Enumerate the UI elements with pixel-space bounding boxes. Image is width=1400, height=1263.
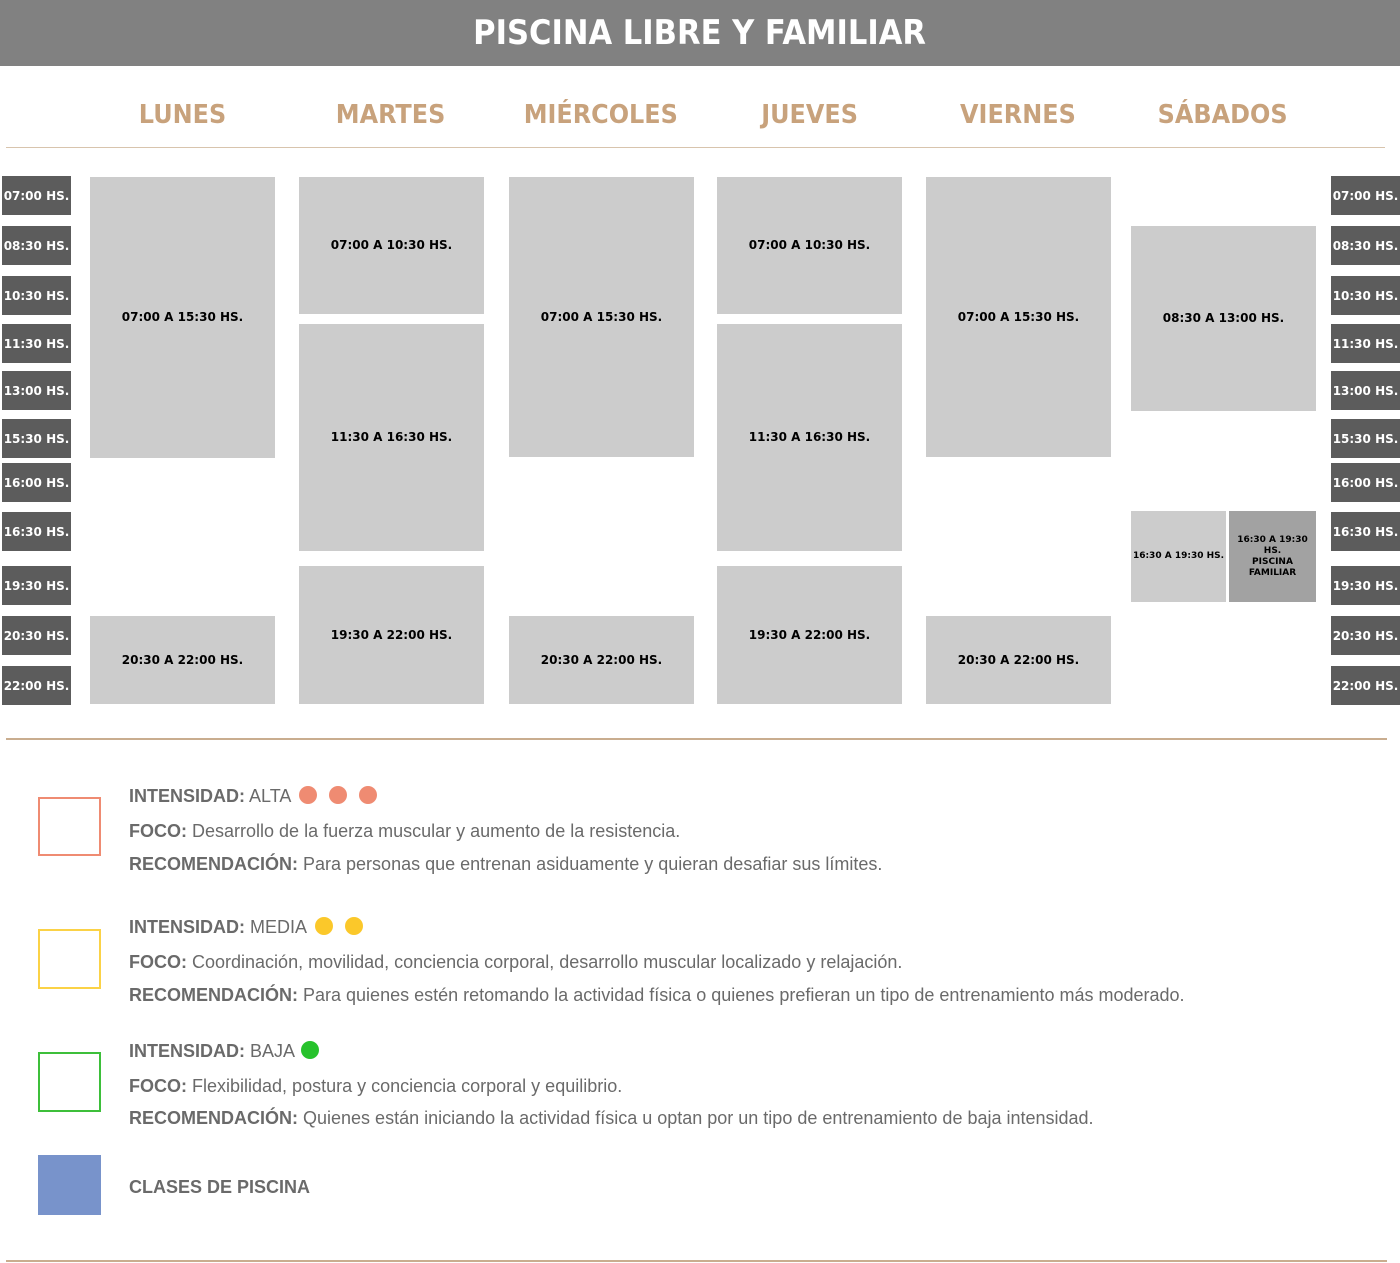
block-label: 11:30 A 16:30 HS. bbox=[748, 430, 871, 444]
time-label: 08:30 HS. bbox=[2, 226, 71, 265]
schedule-block-sabado-1[interactable] bbox=[1131, 226, 1316, 411]
day-header-martes: MARTES bbox=[335, 100, 446, 130]
block-label: 07:00 A 15:30 HS. bbox=[957, 309, 1080, 324]
intensity-dot-icon bbox=[345, 917, 363, 935]
time-label: 13:00 HS. bbox=[2, 371, 71, 410]
block-label: 07:00 A 15:30 HS. bbox=[121, 310, 244, 324]
schedule-block-sabado-familiar[interactable] bbox=[1229, 511, 1316, 602]
page-title: PISCINA LIBRE Y FAMILIAR bbox=[473, 13, 927, 53]
time-label: 10:30 HS. bbox=[2, 276, 71, 315]
schedule-block-jueves-3[interactable] bbox=[717, 566, 902, 704]
time-label: 22:00 HS. bbox=[1331, 666, 1400, 705]
block-label: 07:00 A 10:30 HS. bbox=[330, 238, 453, 252]
schedule-block-miercoles-1[interactable] bbox=[509, 177, 694, 457]
day-header-sabados: SÁBADOS bbox=[1157, 100, 1288, 130]
schedule-block-martes-2[interactable] bbox=[299, 324, 484, 551]
time-label: 11:30 HS. bbox=[2, 324, 71, 363]
legend-alta-intensity: INTENSIDAD: ALTA bbox=[129, 785, 377, 807]
time-label: 20:30 HS. bbox=[1331, 616, 1400, 655]
intensity-dot-icon bbox=[301, 1041, 319, 1059]
block-label: 08:30 A 13:00 HS. bbox=[1162, 311, 1285, 325]
legend-alta-focus: FOCO: Desarrollo de la fuerza muscular y aumento de la resistencia. bbox=[129, 821, 681, 841]
legend-swatch-baja bbox=[38, 1052, 101, 1112]
time-label: 07:00 HS. bbox=[1331, 176, 1400, 215]
time-label: 15:30 HS. bbox=[1331, 419, 1400, 458]
legend-piscina-label: CLASES DE PISCINA bbox=[129, 1177, 311, 1197]
schedule-block-martes-1[interactable] bbox=[299, 177, 484, 314]
footer-divider bbox=[6, 1260, 1387, 1262]
time-label: 20:30 HS. bbox=[2, 616, 71, 655]
intensity-dot-icon bbox=[315, 917, 333, 935]
schedule-block-miercoles-2[interactable] bbox=[509, 616, 694, 704]
intensity-dot-icon bbox=[359, 786, 377, 804]
time-label: 16:30 HS. bbox=[2, 512, 71, 551]
day-header-viernes: VIERNES bbox=[959, 100, 1076, 130]
block-label: 11:30 A 16:30 HS. bbox=[330, 430, 453, 444]
legend-media-recommendation: RECOMENDACIÓN: Para quienes estén retomando la actividad física o quienes prefieran un tipo de entrenamiento más moderado. bbox=[129, 985, 1185, 1005]
block-label: 07:00 A 15:30 HS. bbox=[540, 309, 663, 324]
intensity-dot-icon bbox=[299, 786, 317, 804]
block-label: FAMILIAR bbox=[1248, 567, 1297, 578]
block-label: 20:30 A 22:00 HS. bbox=[540, 652, 663, 667]
schedule-block-lunes-1[interactable] bbox=[90, 177, 275, 458]
schedule-divider bbox=[6, 738, 1387, 740]
time-label: 13:00 HS. bbox=[1331, 371, 1400, 410]
day-header-jueves: JUEVES bbox=[761, 100, 858, 130]
time-label: 08:30 HS. bbox=[1331, 226, 1400, 265]
time-label: 16:00 HS. bbox=[2, 463, 71, 502]
block-label: 19:30 A 22:00 HS. bbox=[748, 628, 871, 642]
time-label: 10:30 HS. bbox=[1331, 276, 1400, 315]
time-label: 19:30 HS. bbox=[1331, 566, 1400, 605]
time-label: 22:00 HS. bbox=[2, 666, 71, 705]
legend-baja-focus: FOCO: Flexibilidad, postura y conciencia corporal y equilibrio. bbox=[129, 1076, 623, 1096]
schedule-block-martes-3[interactable] bbox=[299, 566, 484, 704]
block-label: 16:30 A 19:30 HS. bbox=[1237, 534, 1308, 556]
intensity-dot-icon bbox=[329, 786, 347, 804]
header-divider bbox=[6, 147, 1385, 148]
legend-baja-intensity: INTENSIDAD: BAJA bbox=[129, 1040, 319, 1062]
schedule-block-viernes-1[interactable] bbox=[926, 177, 1111, 457]
block-label: 20:30 A 22:00 HS. bbox=[957, 652, 1080, 667]
legend-swatch-alta bbox=[38, 797, 101, 856]
time-label: 11:30 HS. bbox=[1331, 324, 1400, 363]
legend-swatch-piscina bbox=[38, 1155, 101, 1215]
legend-alta-recommendation: RECOMENDACIÓN: Para personas que entrenan asiduamente y quieran desafiar sus límites. bbox=[129, 854, 883, 874]
time-label: 16:30 HS. bbox=[1331, 512, 1400, 551]
schedule-block-lunes-2[interactable] bbox=[90, 616, 275, 704]
block-label: 07:00 A 10:30 HS. bbox=[748, 238, 871, 252]
schedule-block-viernes-2[interactable] bbox=[926, 616, 1111, 704]
time-label: 16:00 HS. bbox=[1331, 463, 1400, 502]
legend-media-focus: FOCO: Coordinación, movilidad, conciencia corporal, desarrollo muscular localizado y relajación. bbox=[129, 952, 903, 972]
time-label: 15:30 HS. bbox=[2, 419, 71, 458]
schedule-block-jueves-1[interactable] bbox=[717, 177, 902, 314]
schedule-block-jueves-2[interactable] bbox=[717, 324, 902, 551]
block-label: PISCINA bbox=[1252, 556, 1293, 567]
legend-media-intensity: INTENSIDAD: MEDIA bbox=[129, 916, 363, 938]
block-label: 16:30 A 19:30 HS. bbox=[1132, 551, 1225, 561]
time-label: 07:00 HS. bbox=[2, 176, 71, 215]
title-banner bbox=[0, 0, 1400, 66]
block-label: 20:30 A 22:00 HS. bbox=[121, 652, 244, 667]
day-header-miercoles: MIÉRCOLES bbox=[523, 100, 678, 130]
day-header-lunes: LUNES bbox=[138, 100, 227, 130]
schedule-block-sabado-2[interactable] bbox=[1131, 511, 1226, 602]
legend-baja-recommendation: RECOMENDACIÓN: Quienes están iniciando la actividad física u optan por un tipo de entrenamiento de baja intensidad. bbox=[129, 1108, 1094, 1128]
block-label: 19:30 A 22:00 HS. bbox=[330, 628, 453, 642]
time-label: 19:30 HS. bbox=[2, 566, 71, 605]
legend-swatch-media bbox=[38, 929, 101, 989]
